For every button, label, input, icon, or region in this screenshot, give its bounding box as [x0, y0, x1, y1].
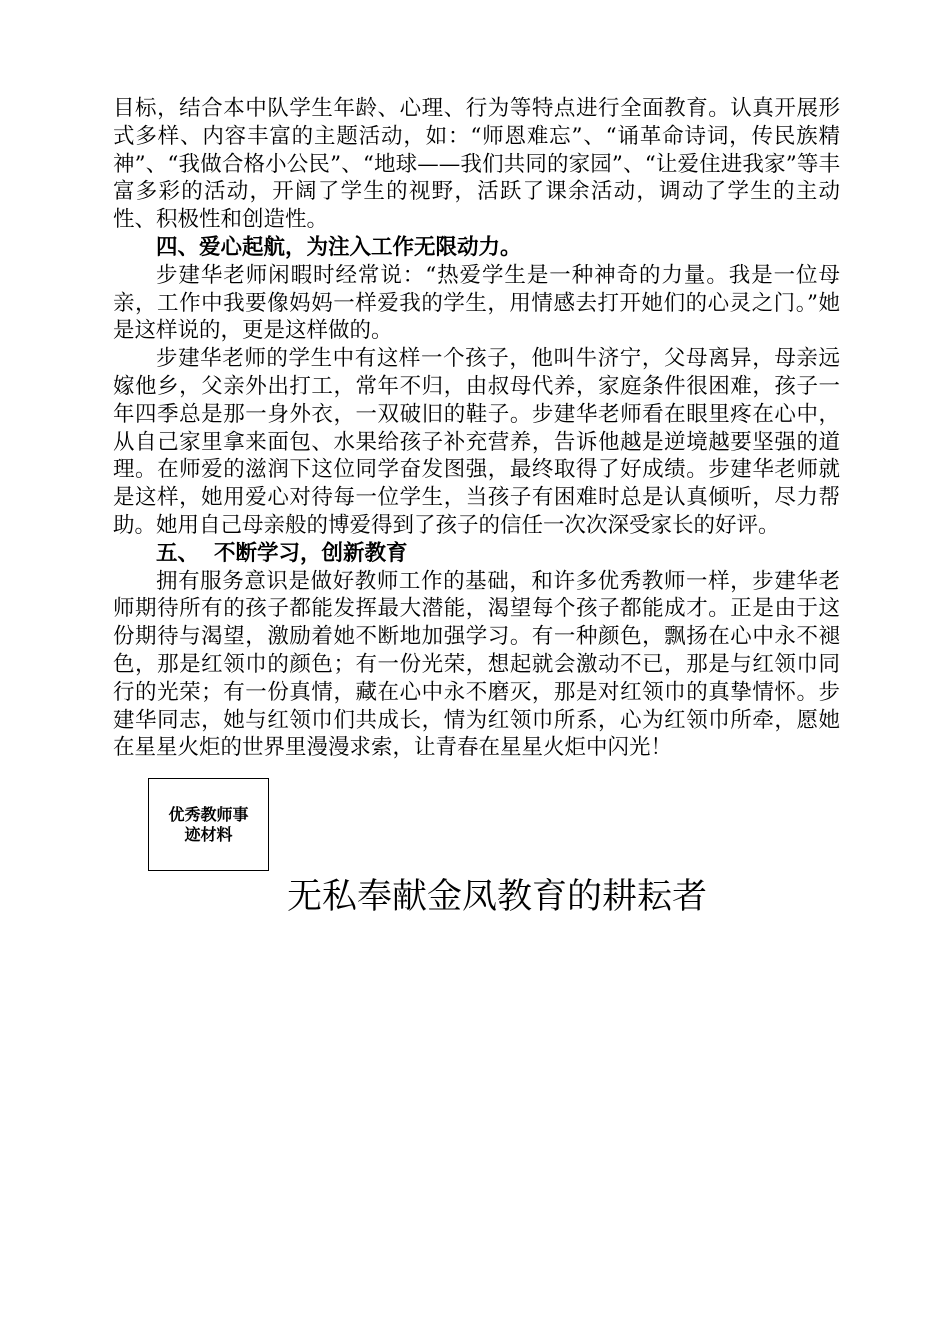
category-label-line-2: 迹材料 — [184, 824, 233, 844]
paragraph-section-four-2: 步建华老师的学生中有这样一个孩子，他叫牛济宁，父母离异，母亲远嫁他乡，父亲外出打工，常年不归，由叔母代养，家庭条件很困难，孩子一年四季总是那一身外衣，一双破旧的鞋子。步建华老师看在眼里疼在心中，从自己家里拿来面包、水果给孩子补充营养，告诉他越是逆境越要坚强的道理。在师爱的滋润下这位同学奋发图强，最终取得了好成绩。步建华老师就是这样，她用爱心对待每一位学生，当孩子有困难时总是认真倾听，尽力帮助。她用自己母亲般的博爱得到了孩子的信任一次次深受家长的好评。 — [113, 346, 840, 538]
category-label-line-1: 优秀教师事 — [168, 804, 249, 824]
paragraph-section-five-1: 拥有服务意识是做好教师工作的基础，和许多优秀教师一样，步建华老师期待所有的孩子都能发挥最大潜能，渴望每个孩子都能成才。正是由于这份期待与渴望，激励着她不断地加强学习。有一种颜色，飘扬在心中永不褪色，那是红领巾的颜色；有一份光荣，想起就会激动不已，那是与红领巾同行的光荣；有一份真情，藏在心中永不磨灭，那是对红领巾的真挚情怀。步建华同志，她与红领巾们共成长，情为红领巾所系，心为红领巾所牵，愿她在星星火炬的世界里漫漫求索，让青春在星星火炬中闪光！ — [113, 568, 840, 761]
document-title: 无私奉献金凤教育的耕耘者 — [287, 877, 708, 917]
paragraph-section-four-1: 步建华老师闲暇时经常说：“热爱学生是一种神奇的力量。我是一位母亲，工作中我要像妈妈一样爱我的学生，用情感去打开她们的心灵之门。”她是这样说的，更是这样做的。 — [113, 262, 840, 344]
paragraph-intro-continued: 目标，结合本中队学生年龄、心理、行为等特点进行全面教育。认真开展形式多样、内容丰富的主题活动，如：“师恩难忘”、“诵革命诗词，传民族精神”、“我做合格小公民”、“地球——我们共同的家园”、“让爱住进我家”等丰富多彩的活动，开阔了学生的视野，活跃了课余活动，调动了学生的主动性、积极性和创造性。 — [113, 96, 840, 233]
document-body — [113, 95, 840, 762]
category-label-box — [148, 778, 269, 871]
category-label-text — [157, 805, 261, 845]
section-heading-four: 四、爱心起航，为注入工作无限动力。 — [156, 234, 522, 260]
section-heading-five: 五、 不断学习，创新教育 — [156, 540, 408, 566]
